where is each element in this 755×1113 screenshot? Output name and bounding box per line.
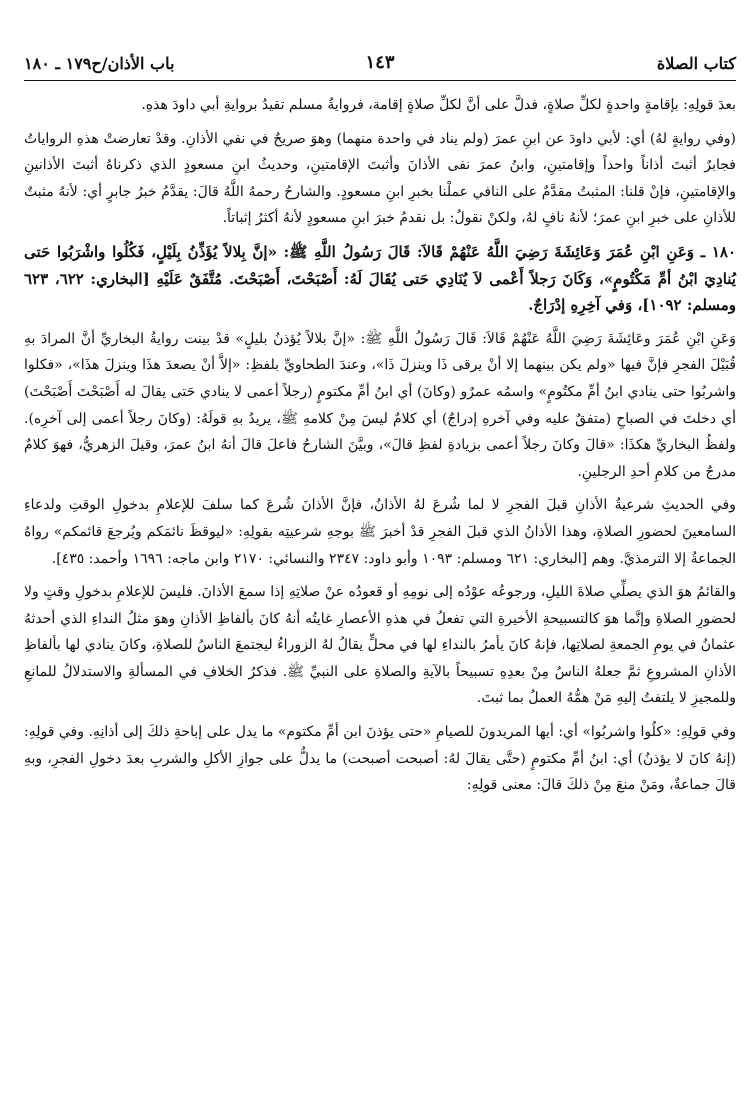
book-title: كتاب الصلاة [656, 54, 736, 73]
paragraph-commentary-bilal: وَعَنِ ابْنِ عُمَرَ وعَائِشَةَ رَضِيَ اللَّهُ عَنْهُمْ قَالاَ: قَالَ رَسُولُ اللَّهِ ﷺ: «إنَّ بلالاً يُؤذنُ بليلٍ» قدْ بينت روايةُ البخاريِّ أنَّ المرادَ بهِ قُبَيْلَ الفجرِ فإنَّ فيها «ولم يكن بينهما إلا أنْ يرقى ذَا وينزلَ ذَا»، وعندَ الطحاويِّ بلفظِ: «إلاَّ أنْ يصعدَ هذَا وينزلَ هذَا»، «فكلوا واشربُوا حتى ينادي ابنُ أمِّ مكتُومٍ» واسمُه عمرٌو (وكانَ) أي ابنُ أمِّ مكتومٍ (رجلاً أعمى لا ينادي حَتى يقالَ له أَصْبَحْتَ أَصْبَحْتَ) أي دخلتَ في الصباحِ (متفقٌ عليه وفي آخرهِ إدراجٌ) أي كلامٌ ليسَ مِنْ كلامهِ ﷺ، يريدُ بهِ قولَهُ: (وكانَ رجلاً أعمى إلى آخرِه). ولفظُ البخاريِّ هكذَا: «قالَ وكانَ رجلاً أعمى بزيادةِ لفظِ قالَ»، وبيَّنَ الشارحُ فاعلَ قالَ أنهُ ابنُ عمرَ، وقيلَ الزهريُّ، فهوَ كلامٌ مدرجٌ من كلامِ أحدِ الرجلينِ. [24, 330, 736, 480]
hadith-180-text: ١٨٠ ـ وَعَنِ ابْنِ عُمَرَ وَعَائِشَةَ رَضِيَ اللَّهُ عَنْهُمْ قَالاَ: قَالَ رَسُولُ اللَّهِ ﷺ: «إنَّ بِلالاً يُؤَذِّنُ بِلَيْلٍ، فَكُلُوا واشْرَبُوا حَتى يُنادِيَ ابْنُ أمِّ مَكْتُومٍ»، وَكَانَ رَجلاً أَعْمى لاَ يُنَادِي حَتى يُقَالَ لَهُ: أَصْبَحْتَ، أَصْبَحْتَ. مُتَّفَقٌ عَلَيْهِ [البخاري: ٦٢٢، ٦٢٣ ومسلم: ١٠٩٢]، وَفي آخِرِهِ إدْرَاجٌ. [24, 242, 736, 315]
paragraph-adhan-before-fajr: وفي الحديثِ شرعيةُ الأذانِ قبلَ الفجرِ لا لما شُرعَ لهُ الأذانُ، فإنَّ الأذانَ شُرعَ كما سلفَ للإعلامِ بدخولِ الوقتِ ولدعاءِ السامعينَ لحضورِ الصلاةِ، وهذا الأذانُ الذي قبلَ الفجرِ قدْ أخبرَ ﷺ بوجهِ شرعيتِه بقولِهِ: «ليوقظَ نائمَكم ويُرجعَ قائمكم» رواهُ الجماعةُ إلا الترمذيَّ. وهم [البخاري: ٦٢١ ومسلم: ١٠٩٣ وأبو داود: ٢٣٤٧ والنسائي: ٢١٧٠ وابن ماجه: ١٦٩٦ وأحمد: ٤٣٥]. [24, 497, 736, 567]
paragraph-continuation: بعدَ قولِهِ: بإقامةٍ واحدةٍ لكلِّ صلاةٍ، فدلَّ على أنَّ لكلِّ صلاةٍ إقامة، فروايةُ مسلم تقيدُ بروايةِ أبي داودَ هذهِ. [141, 97, 736, 113]
paragraph-night-prayer: والقائمُ هوَ الذي يصلِّي صلاةَ الليلِ، ورجوعُه عوْدُه إلى نومِهِ أو قعودُه عنْ صلاتِهِ إذا سمعَ الأذانَ. فليسَ للإعلامِ بدخولِ وقتٍ ولا لحضورِ الصلاةِ وإنَّما هوَ كالتسبيحةِ الأخيرةِ التي تفعلُ في هذهِ الأعصارِ غايتُه أنهُ كانَ بألفاظِ الأذانِ وهوَ مثلُ النداءِ الذي أحدثهُ عثمانُ في يومِ الجمعةِ لصلاتِها، فإنهُ كانَ يأمرُ بالنداءِ لها في محلٍّ يقالُ لهُ الزوراءُ ليجتمعَ الناسُ للصلاةِ، وكانَ ينادي لها بألفاظِ الأذانِ المشروعِ ثمَّ جعلهُ الناسُ مِنْ بعدِهِ تسبيحاً بالآيةِ والصلاةِ على النبيِّ ﷺ. فذكرُ الخلافِ في المسألةِ والاستدلالُ للمانعِ وللمجيزِ لا يلتفتُ إليهِ مَنْ همُّهُ العملُ بما ثبتَ. [24, 584, 736, 707]
book-page [24, 0, 736, 1113]
chapter-reference: باب الأذان/ح١٧٩ ـ ١٨٠ [24, 54, 175, 73]
page-body [24, 92, 736, 806]
paragraph-commentary-abu-dawud: (وفي روايةٍ لهُ) أي: لأبي داودَ عن ابنِ عمرَ (ولم يناد في واحدة منهما) وهوَ صريحٌ في نفي الأذانِ. وقدْ تعارضتْ هذهِ الرواياتُ فجابرٌ أثبتَ أذاناً واحداً وإقامتينِ، وابنُ عمرَ نفى الأذانَ وأثبتَ الإقامتينِ، وحديثُ ابنِ مسعودٍ الذي ذكرناهُ أثبتَ الأذانينِ والإقامتينِ، فإنْ قلنا: المثبتُ مقدَّمٌ على النافي عملْنا بخبرِ ابنِ مسعودٍ. والشارحُ رحمهُ اللَّهُ قالَ: يقدَّمُ خبرُ جابرٍ أي: لأنهُ مثبتٌ للأذانِ على خبرِ ابنِ عمرَ؛ لأنهُ نافٍ لهُ، ولكنْ نقولُ: بل نقدمُ خبرَ ابنِ مسعودٍ لأنهُ أكثرُ إثباتاً. [24, 130, 736, 227]
paragraph-eat-and-drink: وفي قولِهِ: «كلُوا واشربُوا» أي: أيها المريدونَ للصيامِ «حتى يؤذنَ ابن أمِّ مكتوم» ما يدل على إباحةِ ذلكَ إلى أذانِهِ. وفي قولِهِ: (إنهُ كانَ لا يؤذنُ) أي: ابنُ أمِّ مكتومٍ (حتَّى يقالَ لهُ: أصبحت أصبحت) ما يدلُّ على جوازِ الأكلِ والشربِ بعدَ دخولِ الفجرِ، وبهِ قالَ جماعةٌ، ومَنْ منعَ مِنْ ذلكَ قالَ: معنى قولِهِ: [24, 724, 736, 794]
running-header [24, 50, 736, 81]
page-number: ١٤٣ [365, 52, 395, 73]
